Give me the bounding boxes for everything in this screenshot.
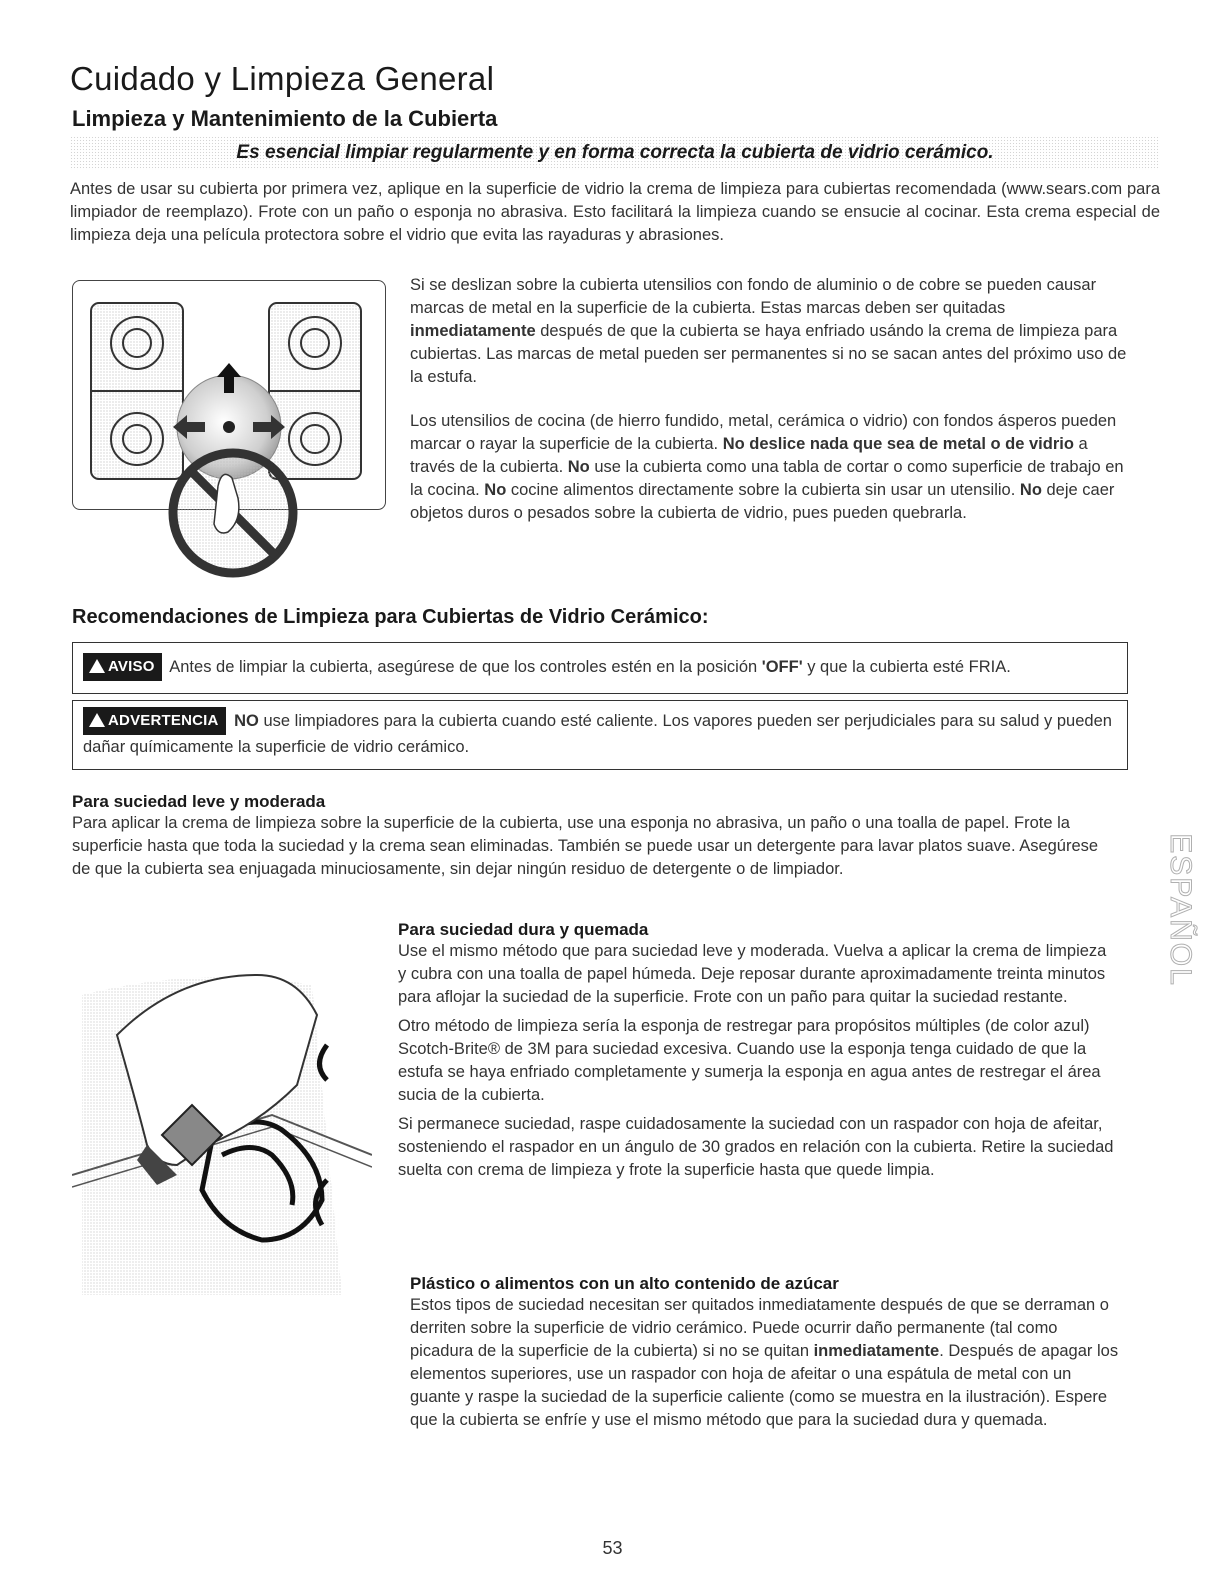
- scraper-illustration: [72, 955, 372, 1295]
- text-run: use la cubierta como una tabla de cortar o como superficie de trabajo en la cocina.: [410, 458, 1124, 499]
- text-run: Si se deslizan sobre la cubierta utensilios con fondo de aluminio o de cobre se pueden causar marcas de metal en la superficie de la cubierta. Estas marcas deben ser quitadas: [410, 276, 1097, 317]
- language-side-tab: [1160, 833, 1200, 987]
- text-run: deje caer objetos duros o pesados sobre la cubierta de vidrio, pues pueden quebrarla.: [410, 481, 1115, 522]
- light-soil-text: Para aplicar la crema de limpieza sobre la superficie de la cubierta, use una esponja no abrasiva, un paño o una toalla de papel. Frote la superficie hasta que toda la suciedad y la crema sean eliminadas. También se puede usar un detergente para lavar platos suave. Asegúrese de que la cubierta sea enjuagada minuciosamente, sin dejar ningún residuo de detergente o de limpiador.: [72, 814, 1099, 878]
- text-run: a través de la cubierta.: [410, 435, 1088, 476]
- text-run: Los utensilios de cocina (de hierro fundido, metal, cerámica o vidrio) con fondos ásperos pueden marcar o rayar la superficie de la cubierta.: [410, 412, 1117, 453]
- badge-label: ADVERTENCIA: [108, 712, 219, 729]
- heavy-soil-heading: Para suciedad dura y quemada: [398, 920, 649, 939]
- aviso-badge: [83, 653, 162, 681]
- warning-triangle-icon: [89, 659, 105, 673]
- text-run: use limpiadores para la cubierta cuando esté caliente. Los vapores pueden ser perjudiciales para su salud y pueden dañar químicamente la superficie de vidrio cerámico.: [83, 712, 1112, 756]
- page-number: 53: [602, 1538, 623, 1558]
- metal-marks-paragraph: [410, 274, 1128, 389]
- text-run: y que la cubierta esté FRIA.: [802, 658, 1011, 676]
- emphasis-text: No: [484, 481, 507, 499]
- text-run: después de que la cubierta se haya enfriado usándo la crema de limpieza para cubiertas. Las marcas de metal pueden ser permanentes si no se sacan antes del próximo uso de la estufa.: [410, 322, 1127, 386]
- badge-label: AVISO: [108, 658, 155, 675]
- intro-paragraph: Antes de usar su cubierta por primera vez, aplique en la superficie de vidrio la crema de limpieza para cubiertas recomendada (www.sears.com para limpiador de reemplazo). Frote con un paño o esponja no abrasiva. Esto facilitará la limpieza cuando se ensucie al cocinar. Esta crema especial de limpieza deja una película protectora sobre el vidrio que evita las rayaduras y abrasiones.: [70, 180, 1160, 244]
- banner-text: Es esencial limpiar regularmente y en forma correcta la cubierta de vidrio cerámico.: [236, 142, 994, 163]
- cooktop-drawing: [73, 281, 385, 581]
- advertencia-notice: [72, 700, 1128, 770]
- aviso-notice: [72, 642, 1128, 694]
- heavy-soil-section: [398, 920, 1118, 1182]
- emphasis-text: No: [1019, 481, 1042, 499]
- rough-utensils-paragraph: [410, 410, 1128, 525]
- plastic-sugar-heading: Plástico o alimentos con un alto contenido de azúcar: [410, 1274, 839, 1293]
- page-title: Cuidado y Limpieza General: [70, 60, 495, 97]
- page-subtitle: Limpieza y Mantenimiento de la Cubierta: [72, 106, 498, 131]
- text-run: cocine alimentos directamente sobre la cubierta sin usar un utensilio.: [506, 481, 1020, 499]
- heavy-soil-paragraph-2: Otro método de limpieza sería la esponja de restregar para propósitos múltiples (de color azul) Scotch-Brite® de 3M para suciedad excesiva. Cuando use la esponja tenga cuidado de que la estufa se haya enfriado completamente y sumerja la esponja en agua antes de restregar el área sucia de la cubierta.: [398, 1017, 1101, 1104]
- text-run: Estos tipos de suciedad necesitan ser quitados inmediatamente después de que se derraman o derriten sobre la superficie de vidrio cerámico. Puede ocurrir daño permanente (tal como picadura de la superficie de la cubierta) si no se quitan: [410, 1296, 1109, 1360]
- highlight-banner: [70, 136, 1160, 170]
- heavy-soil-paragraph-1: Use el mismo método que para suciedad leve y moderada. Vuelva a aplicar la crema de limpieza y cubra con una toalla de papel húmeda. Deje reposar durante aproximadamente treinta minutos para aflojar la suciedad de la superficie. Frote con un paño para quitar la suciedad restante.: [398, 942, 1107, 1006]
- text-run: . Después de apagar los elementos superiores, use un raspador con hoja de afeitar o una espátula de metal con un guante y raspe la suciedad de la superficie caliente (como se muestra en la ilustración). Espere que la cubierta se enfríe y use el mismo método que para la suciedad dura y quemada.: [410, 1342, 1119, 1429]
- scraper-drawing: [72, 955, 372, 1295]
- heavy-soil-paragraph-3: Si permanece suciedad, raspe cuidadosamente la suciedad con un raspador con hoja de afeitar, sosteniendo el raspador en un ángulo de 30 grados en relación con la cubierta. Retire la suciedad suelta con crema de limpieza y frote la superficie hasta que quede limpia.: [398, 1115, 1114, 1179]
- light-soil-heading: Para suciedad leve y moderada: [72, 792, 326, 811]
- advertencia-badge: [83, 707, 226, 735]
- emphasis-text: inmediatamente: [813, 1342, 940, 1360]
- side-tab-label: ESPAÑOL: [1164, 833, 1197, 987]
- plastic-sugar-section: [410, 1274, 1125, 1432]
- emphasis-text: No: [567, 458, 590, 476]
- emphasis-text: NO: [229, 712, 259, 730]
- warning-triangle-icon: [89, 713, 105, 727]
- section-heading: Recomendaciones de Limpieza para Cubiertas de Vidrio Cerámico:: [72, 606, 709, 628]
- emphasis-text: inmediatamente: [410, 322, 536, 340]
- cooktop-slide-illustration: [72, 280, 386, 510]
- emphasis-text: 'OFF': [761, 658, 803, 676]
- light-soil-section: [72, 792, 1112, 881]
- emphasis-text: No deslice nada que sea de metal o de vidrio: [722, 435, 1074, 453]
- text-run: Antes de limpiar la cubierta, asegúrese de que los controles estén en la posición: [165, 658, 762, 676]
- plastic-sugar-text: [410, 1294, 1125, 1432]
